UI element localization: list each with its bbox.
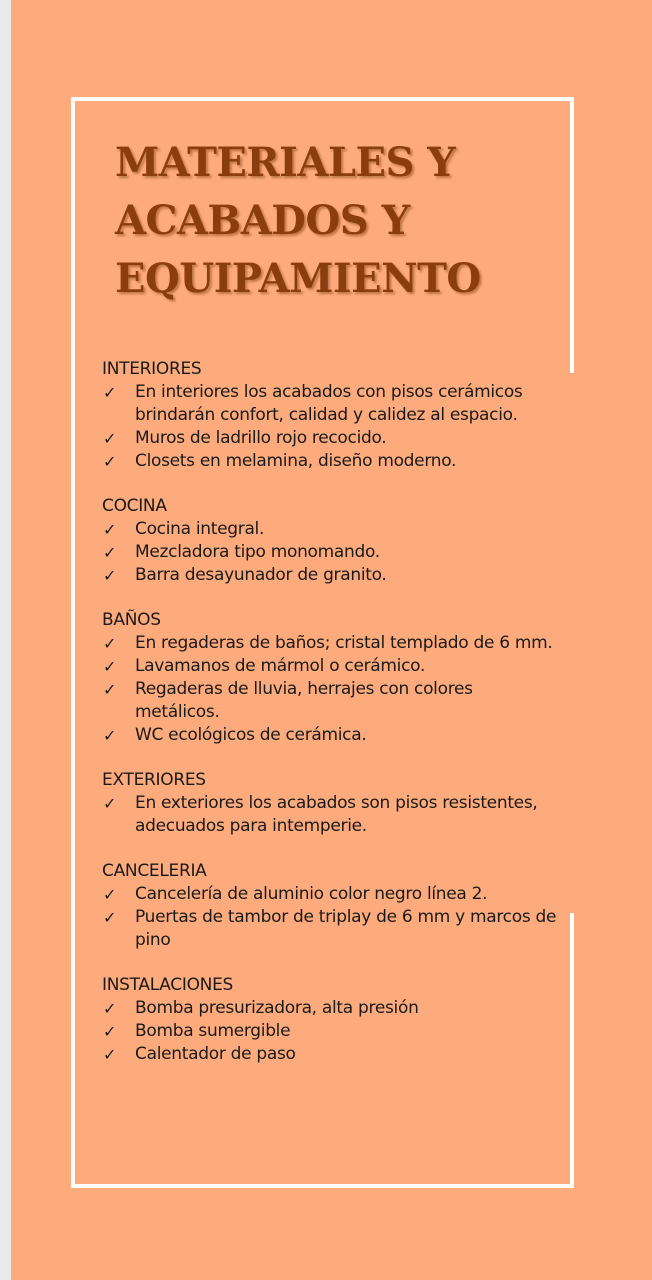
section-exteriores xyxy=(102,769,562,838)
section-items xyxy=(102,518,562,587)
list-item xyxy=(102,427,562,450)
item-text: En regaderas de baños; cristal templado de 6 mm. xyxy=(135,633,553,653)
checkmark-icon: ✓ xyxy=(103,794,117,813)
item-text: Cocina integral. xyxy=(135,519,265,539)
item-text: Cancelería de aluminio color negro línea 2. xyxy=(135,884,488,904)
page-title xyxy=(115,134,555,308)
section-title: COCINA xyxy=(102,496,167,516)
frame-right-top-line xyxy=(570,97,574,373)
section-items xyxy=(102,792,562,838)
list-item xyxy=(102,1020,562,1043)
list-item xyxy=(102,541,562,564)
section-title: BAÑOS xyxy=(102,610,161,630)
item-text: Bomba presurizadora, alta presión xyxy=(135,998,419,1018)
checkmark-icon: ✓ xyxy=(103,908,117,927)
section-canceleria xyxy=(102,860,562,952)
section-items xyxy=(102,632,562,747)
list-item xyxy=(102,655,562,678)
item-text: En exteriores los acabados son pisos resistentes, adecuados para intemperie. xyxy=(135,793,538,836)
list-item xyxy=(102,678,562,724)
frame-bottom-line xyxy=(71,1184,574,1188)
section-title: INSTALACIONES xyxy=(102,975,234,995)
checkmark-icon: ✓ xyxy=(103,543,117,562)
list-item xyxy=(102,564,562,587)
section-banos xyxy=(102,609,562,747)
checkmark-icon: ✓ xyxy=(103,566,117,585)
item-text: WC ecológicos de cerámica. xyxy=(135,725,367,745)
materials-list xyxy=(102,358,562,1088)
item-text: Bomba sumergible xyxy=(135,1021,291,1041)
checkmark-icon: ✓ xyxy=(103,429,117,448)
title-line: MATERIALES Y xyxy=(115,139,456,186)
list-item xyxy=(102,792,562,838)
section-items xyxy=(102,381,562,473)
checkmark-icon: ✓ xyxy=(103,680,117,699)
checkmark-icon: ✓ xyxy=(103,634,117,653)
frame-right-bottom-line xyxy=(570,913,574,1188)
section-cocina xyxy=(102,495,562,587)
item-text: Muros de ladrillo rojo recocido. xyxy=(135,428,387,448)
checkmark-icon: ✓ xyxy=(103,1022,117,1041)
item-text: Puertas de tambor de triplay de 6 mm y marcos de pino xyxy=(135,907,557,950)
list-item xyxy=(102,997,562,1020)
checkmark-icon: ✓ xyxy=(103,452,117,471)
frame-top-line xyxy=(71,97,574,101)
title-line: EQUIPAMIENTO xyxy=(115,255,481,302)
checkmark-icon: ✓ xyxy=(103,383,117,402)
section-instalaciones xyxy=(102,974,562,1066)
checkmark-icon: ✓ xyxy=(103,885,117,904)
checkmark-icon: ✓ xyxy=(103,1045,117,1064)
section-title: CANCELERIA xyxy=(102,861,207,881)
item-text: En interiores los acabados con pisos cerámicos brindarán confort, calidad y calidez al espacio. xyxy=(135,382,523,425)
page-left-edge xyxy=(0,0,11,1280)
checkmark-icon: ✓ xyxy=(103,726,117,745)
checkmark-icon: ✓ xyxy=(103,999,117,1018)
section-items xyxy=(102,883,562,952)
section-title: EXTERIORES xyxy=(102,770,206,790)
list-item xyxy=(102,518,562,541)
list-item xyxy=(102,1043,562,1066)
item-text: Barra desayunador de granito. xyxy=(135,565,387,585)
title-line: ACABADOS Y xyxy=(115,197,410,244)
item-text: Lavamanos de mármol o cerámico. xyxy=(135,656,426,676)
section-items xyxy=(102,997,562,1066)
list-item xyxy=(102,906,562,952)
section-interiores xyxy=(102,358,562,473)
list-item xyxy=(102,381,562,427)
item-text: Calentador de paso xyxy=(135,1044,296,1064)
item-text: Regaderas de lluvia, herrajes con colores metálicos. xyxy=(135,679,473,722)
item-text: Closets en melamina, diseño moderno. xyxy=(135,451,457,471)
checkmark-icon: ✓ xyxy=(103,520,117,539)
section-title: INTERIORES xyxy=(102,359,202,379)
checkmark-icon: ✓ xyxy=(103,657,117,676)
item-text: Mezcladora tipo monomando. xyxy=(135,542,380,562)
list-item xyxy=(102,883,562,906)
frame-left-line xyxy=(71,97,75,1188)
list-item xyxy=(102,632,562,655)
list-item xyxy=(102,450,562,473)
list-item xyxy=(102,724,562,747)
